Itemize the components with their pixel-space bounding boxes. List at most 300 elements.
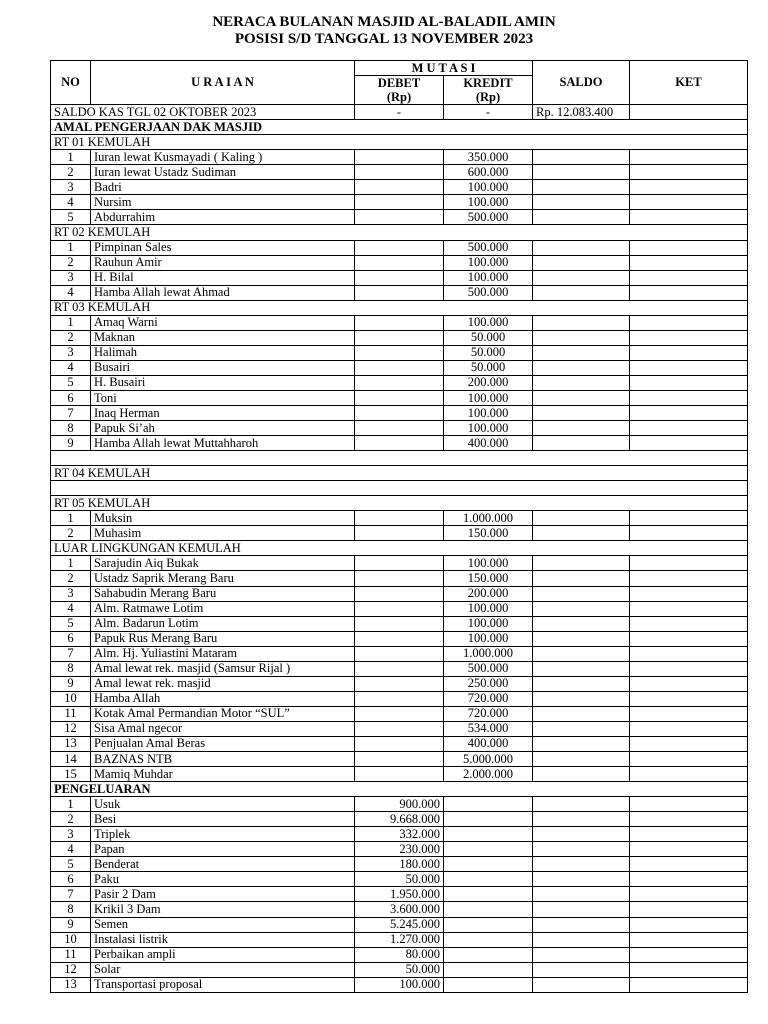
row-uraian: Transportasi proposal: [91, 977, 355, 992]
opening-balance-kredit: -: [444, 105, 533, 120]
row-debet: [355, 752, 444, 767]
table-row: [51, 902, 748, 917]
row-uraian: H. Busairi: [91, 375, 355, 390]
row-ket: [630, 330, 748, 345]
opening-balance-debet: -: [355, 105, 444, 120]
header-debet: DEBET: [355, 76, 444, 91]
row-saldo: [533, 360, 630, 375]
row-debet: [355, 556, 444, 571]
row-ket: [630, 676, 748, 691]
table-row: [51, 240, 748, 255]
row-no: 2: [51, 165, 91, 180]
row-saldo: [533, 375, 630, 390]
row-ket: [630, 872, 748, 887]
row-kredit: 400.000: [444, 736, 533, 751]
row-no: 4: [51, 601, 91, 616]
table-row: [51, 180, 748, 195]
spacer-cell: [51, 481, 748, 496]
group-name: RT 04 KEMULAH: [51, 466, 748, 481]
row-saldo: [533, 150, 630, 165]
header-kredit: KREDIT: [444, 76, 533, 91]
row-ket: [630, 631, 748, 646]
row-kredit: 100.000: [444, 315, 533, 330]
row-uraian: Rauhun Amir: [91, 255, 355, 270]
report-title: NERACA BULANAN MASJID AL-BALADIL AMIN: [212, 14, 556, 30]
row-debet: [355, 661, 444, 676]
row-no: 5: [51, 210, 91, 225]
row-no: 7: [51, 887, 91, 902]
row-kredit: 5.000.000: [444, 752, 533, 767]
row-no: 3: [51, 180, 91, 195]
row-kredit: 534.000: [444, 721, 533, 736]
row-uraian: Inaq Herman: [91, 406, 355, 421]
table-row: [51, 360, 748, 375]
row-saldo: [533, 977, 630, 992]
row-uraian: Hamba Allah lewat Muttahharoh: [91, 436, 355, 451]
opening-balance-row: [51, 105, 748, 120]
row-debet: [355, 646, 444, 661]
header-saldo: SALDO: [533, 61, 630, 105]
row-saldo: [533, 345, 630, 360]
row-ket: [630, 421, 748, 436]
row-uraian: Papan: [91, 842, 355, 857]
table-row: [51, 511, 748, 526]
group-header-row: [51, 135, 748, 150]
row-no: 9: [51, 676, 91, 691]
opening-balance-ket: [630, 105, 748, 120]
row-uraian: Papuk Rus Merang Baru: [91, 631, 355, 646]
row-saldo: [533, 511, 630, 526]
row-no: 12: [51, 962, 91, 977]
group-name: LUAR LINGKUNGAN KEMULAH: [51, 541, 748, 556]
table-row: [51, 406, 748, 421]
row-debet: [355, 345, 444, 360]
row-debet: [355, 706, 444, 721]
row-ket: [630, 406, 748, 421]
row-ket: [630, 556, 748, 571]
row-no: 9: [51, 436, 91, 451]
row-no: 4: [51, 285, 91, 300]
row-uraian: BAZNAS NTB: [91, 752, 355, 767]
row-saldo: [533, 947, 630, 962]
row-kredit: [444, 977, 533, 992]
row-no: 6: [51, 872, 91, 887]
row-kredit: 100.000: [444, 616, 533, 631]
row-no: 15: [51, 767, 91, 782]
row-uraian: Alm. Hj. Yuliastini Mataram: [91, 646, 355, 661]
row-no: 3: [51, 345, 91, 360]
row-saldo: [533, 285, 630, 300]
row-debet: [355, 526, 444, 541]
row-saldo: [533, 646, 630, 661]
row-no: 4: [51, 195, 91, 210]
opening-balance-saldo: Rp. 12.083.400: [533, 105, 630, 120]
row-kredit: 50.000: [444, 345, 533, 360]
row-kredit: 200.000: [444, 375, 533, 390]
row-saldo: [533, 631, 630, 646]
row-ket: [630, 661, 748, 676]
row-no: 4: [51, 360, 91, 375]
row-uraian: Amaq Warni: [91, 315, 355, 330]
row-ket: [630, 947, 748, 962]
row-saldo: [533, 586, 630, 601]
row-saldo: [533, 616, 630, 631]
row-no: 3: [51, 270, 91, 285]
row-uraian: Alm. Ratmawe Lotim: [91, 601, 355, 616]
row-no: 5: [51, 857, 91, 872]
row-kredit: 200.000: [444, 586, 533, 601]
section-row: [51, 782, 748, 797]
row-kredit: [444, 797, 533, 812]
table-row: [51, 345, 748, 360]
row-no: 3: [51, 586, 91, 601]
table-row: [51, 421, 748, 436]
row-debet: [355, 571, 444, 586]
row-saldo: [533, 842, 630, 857]
row-debet: [355, 676, 444, 691]
row-uraian: Abdurrahim: [91, 210, 355, 225]
row-debet: [355, 210, 444, 225]
row-debet: [355, 240, 444, 255]
section-pengeluaran-title: PENGELUARAN: [51, 782, 748, 797]
row-kredit: 100.000: [444, 601, 533, 616]
row-no: 10: [51, 932, 91, 947]
table-row: [51, 586, 748, 601]
table-row: [51, 315, 748, 330]
row-ket: [630, 195, 748, 210]
group-header-row: [51, 300, 748, 315]
row-uraian: Besi: [91, 812, 355, 827]
row-no: 14: [51, 752, 91, 767]
header-kredit-unit: (Rp): [444, 90, 533, 105]
row-uraian: Muksin: [91, 511, 355, 526]
row-uraian: Muhasim: [91, 526, 355, 541]
table-row: [51, 947, 748, 962]
row-no: 1: [51, 150, 91, 165]
group-header-row: [51, 496, 748, 511]
row-ket: [630, 586, 748, 601]
row-kredit: 100.000: [444, 195, 533, 210]
table-row: [51, 210, 748, 225]
row-uraian: Amal lewat rek. masjid (Samsur Rijal ): [91, 661, 355, 676]
spacer-row: [51, 481, 748, 496]
table-row: [51, 676, 748, 691]
row-no: 9: [51, 917, 91, 932]
table-row: [51, 797, 748, 812]
row-uraian: Busairi: [91, 360, 355, 375]
row-ket: [630, 360, 748, 375]
row-saldo: [533, 270, 630, 285]
row-ket: [630, 767, 748, 782]
row-uraian: Kotak Amal Permandian Motor “SUL”: [91, 706, 355, 721]
table-row: [51, 691, 748, 706]
row-kredit: 250.000: [444, 676, 533, 691]
row-no: 13: [51, 736, 91, 751]
row-uraian: Sisa Amal ngecor: [91, 721, 355, 736]
table-row: [51, 616, 748, 631]
row-debet: 332.000: [355, 827, 444, 842]
table-row: [51, 571, 748, 586]
row-debet: 230.000: [355, 842, 444, 857]
row-kredit: 1.000.000: [444, 646, 533, 661]
row-no: 7: [51, 406, 91, 421]
row-saldo: [533, 406, 630, 421]
row-saldo: [533, 390, 630, 405]
table-row: [51, 150, 748, 165]
table-row: [51, 767, 748, 782]
row-debet: [355, 406, 444, 421]
table-row: [51, 706, 748, 721]
row-debet: [355, 330, 444, 345]
row-no: 1: [51, 240, 91, 255]
row-no: 2: [51, 255, 91, 270]
report-subtitle: POSISI S/D TANGGAL 13 NOVEMBER 2023: [234, 31, 534, 47]
row-debet: [355, 767, 444, 782]
row-ket: [630, 436, 748, 451]
row-kredit: 100.000: [444, 421, 533, 436]
row-kredit: 500.000: [444, 210, 533, 225]
row-kredit: [444, 947, 533, 962]
group-header-row: [51, 466, 748, 481]
row-kredit: 350.000: [444, 150, 533, 165]
row-kredit: 100.000: [444, 406, 533, 421]
row-saldo: [533, 676, 630, 691]
section-row: [51, 120, 748, 135]
row-saldo: [533, 962, 630, 977]
table-row: [51, 661, 748, 676]
row-no: 6: [51, 631, 91, 646]
row-saldo: [533, 917, 630, 932]
row-uraian: Benderat: [91, 857, 355, 872]
row-saldo: [533, 315, 630, 330]
row-saldo: [533, 706, 630, 721]
row-no: 2: [51, 526, 91, 541]
row-debet: 9.668.000: [355, 812, 444, 827]
row-ket: [630, 721, 748, 736]
table-row: [51, 872, 748, 887]
row-debet: 1.270.000: [355, 932, 444, 947]
row-saldo: [533, 526, 630, 541]
row-ket: [630, 270, 748, 285]
row-ket: [630, 526, 748, 541]
table-row: [51, 812, 748, 827]
row-saldo: [533, 210, 630, 225]
row-kredit: 500.000: [444, 240, 533, 255]
row-debet: [355, 285, 444, 300]
row-saldo: [533, 195, 630, 210]
table-row: [51, 285, 748, 300]
row-ket: [630, 857, 748, 872]
row-saldo: [533, 827, 630, 842]
row-kredit: 100.000: [444, 556, 533, 571]
row-debet: 900.000: [355, 797, 444, 812]
row-debet: [355, 375, 444, 390]
table-row: [51, 436, 748, 451]
row-no: 5: [51, 375, 91, 390]
row-no: 7: [51, 646, 91, 661]
group-name: RT 02 KEMULAH: [51, 225, 748, 240]
row-saldo: [533, 902, 630, 917]
row-no: 11: [51, 706, 91, 721]
row-kredit: [444, 857, 533, 872]
row-kredit: 720.000: [444, 691, 533, 706]
row-uraian: Instalasi listrik: [91, 932, 355, 947]
row-no: 1: [51, 511, 91, 526]
row-debet: [355, 616, 444, 631]
row-ket: [630, 180, 748, 195]
opening-balance-label: SALDO KAS TGL 02 OKTOBER 2023: [51, 105, 355, 120]
row-uraian: Ustadz Saprik Merang Baru: [91, 571, 355, 586]
row-no: 2: [51, 812, 91, 827]
row-saldo: [533, 736, 630, 751]
row-uraian: Usuk: [91, 797, 355, 812]
header-ket: KET: [630, 61, 748, 105]
table-row: [51, 556, 748, 571]
row-no: 1: [51, 315, 91, 330]
row-debet: [355, 315, 444, 330]
table-row: [51, 721, 748, 736]
table-row: [51, 932, 748, 947]
row-no: 5: [51, 616, 91, 631]
row-ket: [630, 977, 748, 992]
row-uraian: Nursim: [91, 195, 355, 210]
table-row: [51, 526, 748, 541]
row-debet: [355, 390, 444, 405]
group-header-row: [51, 541, 748, 556]
row-debet: 3.600.000: [355, 902, 444, 917]
row-uraian: Semen: [91, 917, 355, 932]
table-row: [51, 917, 748, 932]
row-uraian: Sarajudin Aiq Bukak: [91, 556, 355, 571]
row-debet: 5.245.000: [355, 917, 444, 932]
row-kredit: [444, 902, 533, 917]
row-kredit: 1.000.000: [444, 511, 533, 526]
row-uraian: Hamba Allah: [91, 691, 355, 706]
row-kredit: 50.000: [444, 360, 533, 375]
table-row: [51, 752, 748, 767]
row-kredit: [444, 812, 533, 827]
row-uraian: Krikil 3 Dam: [91, 902, 355, 917]
table-row: [51, 165, 748, 180]
table-row: [51, 270, 748, 285]
table-row: [51, 736, 748, 751]
row-uraian: Amal lewat rek. masjid: [91, 676, 355, 691]
row-debet: [355, 736, 444, 751]
row-saldo: [533, 180, 630, 195]
row-debet: [355, 511, 444, 526]
row-debet: 100.000: [355, 977, 444, 992]
row-uraian: Pimpinan Sales: [91, 240, 355, 255]
table-row: [51, 842, 748, 857]
row-ket: [630, 736, 748, 751]
row-saldo: [533, 857, 630, 872]
row-no: 8: [51, 421, 91, 436]
row-no: 6: [51, 390, 91, 405]
row-kredit: 100.000: [444, 270, 533, 285]
row-uraian: Iuran lewat Kusmayadi ( Kaling ): [91, 150, 355, 165]
row-kredit: 500.000: [444, 285, 533, 300]
row-ket: [630, 842, 748, 857]
group-name: RT 01 KEMULAH: [51, 135, 748, 150]
row-ket: [630, 827, 748, 842]
row-saldo: [533, 767, 630, 782]
header-debet-unit: (Rp): [355, 90, 444, 105]
row-ket: [630, 345, 748, 360]
row-no: 3: [51, 827, 91, 842]
row-kredit: 400.000: [444, 436, 533, 451]
table-row: [51, 827, 748, 842]
row-ket: [630, 285, 748, 300]
row-saldo: [533, 932, 630, 947]
row-debet: [355, 180, 444, 195]
row-debet: [355, 195, 444, 210]
table-row: [51, 646, 748, 661]
row-kredit: 50.000: [444, 330, 533, 345]
row-ket: [630, 812, 748, 827]
row-uraian: Hamba Allah lewat Ahmad: [91, 285, 355, 300]
row-uraian: Mamiq Muhdar: [91, 767, 355, 782]
row-no: 13: [51, 977, 91, 992]
row-ket: [630, 646, 748, 661]
row-ket: [630, 255, 748, 270]
row-ket: [630, 601, 748, 616]
row-saldo: [533, 601, 630, 616]
row-kredit: [444, 842, 533, 857]
row-no: 4: [51, 842, 91, 857]
row-uraian: Halimah: [91, 345, 355, 360]
table-row: [51, 962, 748, 977]
row-debet: [355, 150, 444, 165]
row-saldo: [533, 165, 630, 180]
row-kredit: 500.000: [444, 661, 533, 676]
row-ket: [630, 210, 748, 225]
row-uraian: Pasir 2 Dam: [91, 887, 355, 902]
group-name: RT 05 KEMULAH: [51, 496, 748, 511]
row-saldo: [533, 436, 630, 451]
table-row: [51, 887, 748, 902]
row-saldo: [533, 330, 630, 345]
row-ket: [630, 511, 748, 526]
row-no: 12: [51, 721, 91, 736]
row-no: 1: [51, 556, 91, 571]
row-ket: [630, 706, 748, 721]
row-kredit: [444, 917, 533, 932]
row-saldo: [533, 571, 630, 586]
row-debet: 180.000: [355, 857, 444, 872]
row-saldo: [533, 421, 630, 436]
row-uraian: Paku: [91, 872, 355, 887]
row-ket: [630, 150, 748, 165]
row-kredit: 100.000: [444, 390, 533, 405]
row-ket: [630, 932, 748, 947]
row-kredit: [444, 887, 533, 902]
group-header-row: [51, 225, 748, 240]
row-ket: [630, 571, 748, 586]
row-uraian: Sahabudin Merang Baru: [91, 586, 355, 601]
section-amal-title: AMAL PENGERJAAN DAK MASJID: [51, 120, 748, 135]
spacer-cell: [51, 451, 748, 466]
row-ket: [630, 165, 748, 180]
row-no: 8: [51, 902, 91, 917]
row-saldo: [533, 255, 630, 270]
row-uraian: Iuran lewat Ustadz Sudiman: [91, 165, 355, 180]
row-saldo: [533, 556, 630, 571]
row-debet: [355, 165, 444, 180]
row-kredit: 100.000: [444, 631, 533, 646]
table-row: [51, 631, 748, 646]
row-kredit: 720.000: [444, 706, 533, 721]
table-row: [51, 195, 748, 210]
